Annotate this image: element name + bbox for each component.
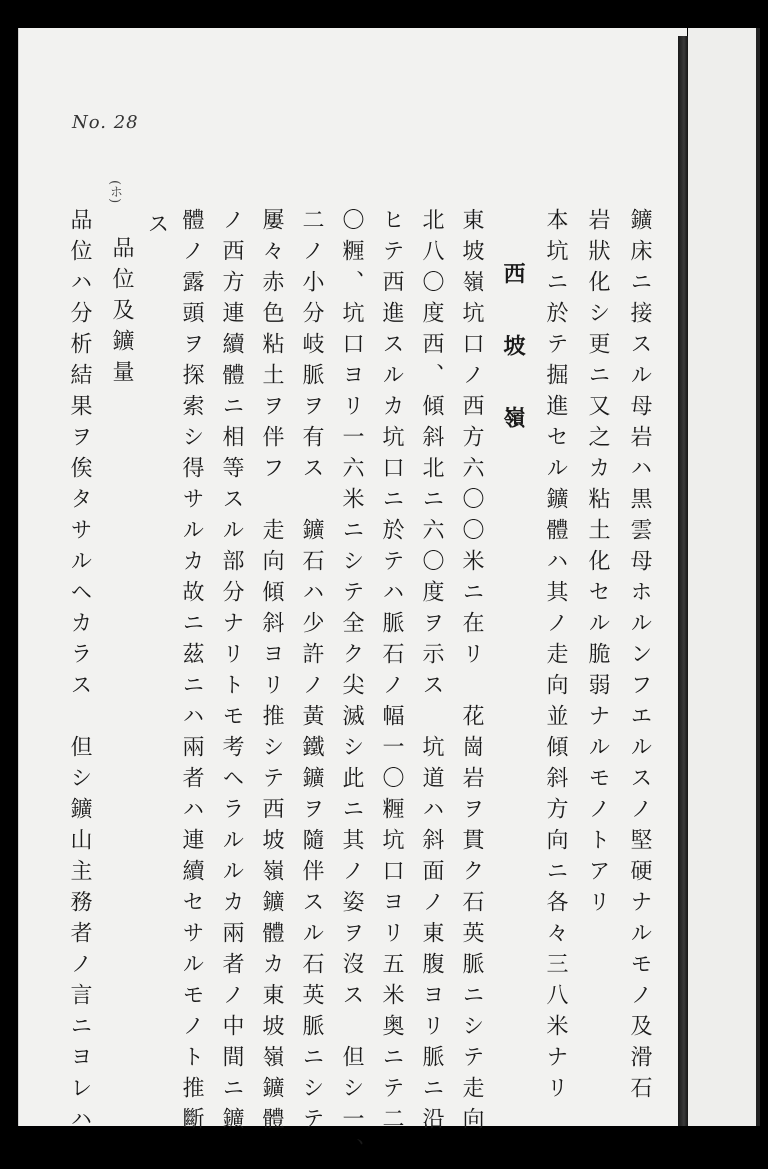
section-marker: (ホ)	[107, 180, 122, 204]
text-column-5: 東坡嶺坑口ノ西方六〇〇米ニ在リ 花崗岩ヲ貫ク石英脈ニシテ走向	[459, 208, 484, 1138]
section-heading-seihairei: 西 坡 嶺	[500, 262, 526, 442]
text-column-13: ス	[144, 212, 169, 243]
text-column-6: 北八〇度西、傾斜北ニ六〇度ヲ示ス 坑道ハ斜面ノ東腹ヨリ脈ニ沿	[419, 208, 444, 1138]
text-column-15: 品位ハ分析結果ヲ俟タサルヘカラス 但シ鑛山主務者ノ言ニヨレハ	[67, 208, 92, 1138]
text-column-2: 岩狀化シ更ニ又之カ粘土化セル脆弱ナルモノトアリ	[585, 208, 610, 921]
text-column-1: 鑛床ニ接スル母岩ハ黒雲母ホルンフエルスノ堅硬ナルモノ及滑石	[627, 208, 652, 1107]
text-column-12: 體ノ露頭ヲ探索シ得サルカ故ニ茲ニハ兩者ハ連續セサルモノト推斷	[179, 208, 204, 1138]
facing-page-edge	[688, 28, 758, 1126]
text-column-7: ヒテ西進スルカ坑口ニ於テハ脈石ノ幅一〇糎坑口ヨリ五米奥ニテ二	[379, 208, 404, 1138]
book-spine	[678, 36, 688, 1126]
facing-page-border	[756, 28, 760, 1126]
page-number: No. 28	[72, 112, 139, 133]
text-column-9: 二ノ小分岐脈ヲ有ス 鑛石ハ少許ノ黃鐵鑛ヲ隨伴スル石英脈ニシテ	[299, 208, 324, 1138]
text-column-8: 〇糎、坑口ヨリ一六米ニシテ全ク尖滅シ此ニ其ノ姿ヲ沒ス 但シ一、	[339, 208, 364, 1169]
text-column-10: 屢々赤色粘土ヲ伴フ 走向傾斜ヨリ推シテ西坡嶺鑛體カ東坡嶺鑛體	[259, 208, 284, 1138]
text-column-3: 本坑ニ於テ掘進セル鑛體ハ其ノ走向並傾斜方向ニ各々三八米ナリ	[543, 208, 568, 1107]
text-column-11: ノ西方連續體ニ相等スル部分ナリトモ考ヘラルルカ兩者ノ中間ニ鑛	[219, 208, 244, 1138]
section-heading-grade-and-reserves: 品位及鑛量	[109, 236, 134, 391]
